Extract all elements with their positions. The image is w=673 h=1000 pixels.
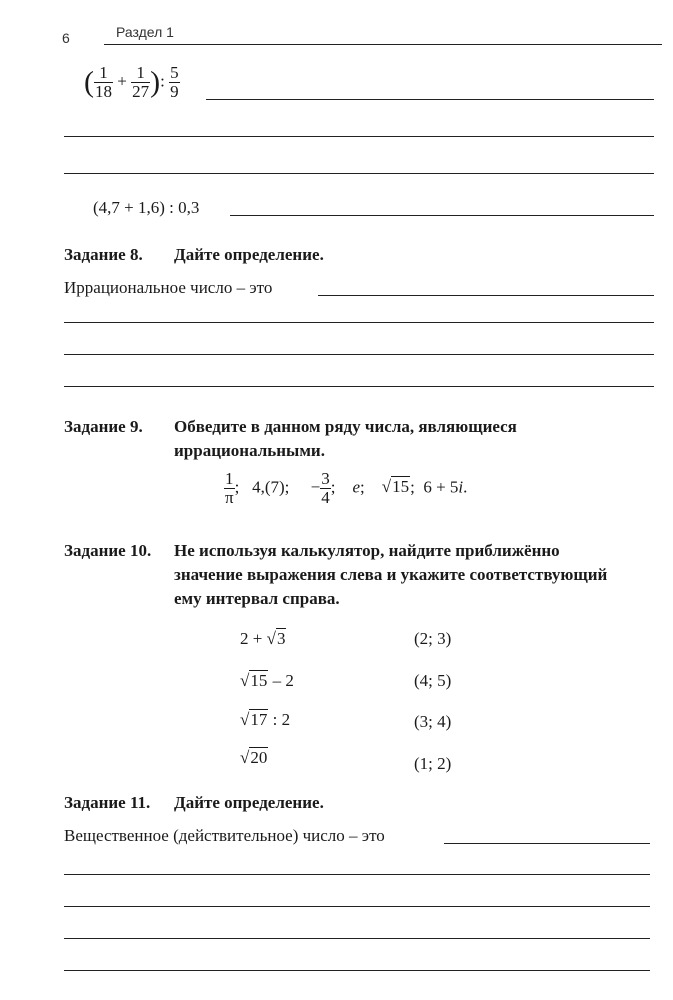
interval: (1; 2) — [414, 754, 452, 773]
division-sign: : — [160, 71, 165, 91]
task-8-label: Задание 8. — [64, 245, 143, 264]
fraction — [169, 64, 180, 101]
expression-suffix: – 2 — [268, 671, 294, 690]
task-9-label: Задание 9. — [64, 417, 143, 436]
task-11-title: Дайте определение. — [174, 793, 324, 812]
task-9-text-line-2: иррациональными. — [174, 441, 325, 460]
denominator: 4 — [321, 487, 330, 507]
numerator: 5 — [170, 63, 179, 82]
fraction — [131, 64, 150, 101]
numerator: 1 — [225, 469, 234, 488]
task-8-prompt: Иррациональное число – это — [64, 278, 273, 297]
separator: ; — [410, 477, 415, 497]
answer-line[interactable] — [64, 874, 650, 875]
separator: ; — [360, 477, 365, 497]
expression-row — [240, 629, 286, 649]
radicand: 15 — [392, 477, 410, 497]
radicand: 3 — [276, 629, 286, 648]
numerator: 1 — [94, 64, 113, 83]
fraction-neg-three-quarters — [320, 470, 331, 507]
numerator: 3 — [321, 469, 330, 488]
complex-number: 6 + 5 — [423, 477, 459, 497]
radicand: 15 — [250, 671, 268, 690]
square-root: √15 — [381, 477, 410, 497]
answer-line[interactable] — [64, 906, 650, 907]
denominator: 9 — [170, 81, 179, 101]
denominator: 27 — [132, 81, 150, 101]
answer-line[interactable] — [64, 970, 650, 971]
task-10-text-line-1: Не используя калькулятор, найдите приближённо — [174, 541, 560, 560]
answer-line[interactable] — [64, 173, 654, 174]
numerator: 1 — [131, 64, 150, 83]
answer-line[interactable] — [64, 938, 650, 939]
answer-line[interactable] — [444, 843, 650, 844]
square-root: √17 — [240, 710, 268, 729]
radicand: 17 — [250, 710, 268, 729]
denominator: 18 — [95, 81, 112, 101]
task-10-text-line-3: ему интервал справа. — [174, 589, 340, 608]
expression-suffix: : 2 — [268, 710, 291, 729]
task-10-label: Задание 10. — [64, 541, 152, 560]
separator: ; — [330, 477, 336, 497]
imaginary-unit: i — [458, 477, 464, 497]
denominator: π — [225, 487, 234, 507]
close-paren: ) — [150, 65, 161, 99]
answer-line[interactable] — [318, 295, 654, 296]
interval: (4; 5) — [414, 671, 452, 690]
repeating-decimal: 4,(7); — [252, 477, 290, 497]
page-number: 6 — [62, 30, 70, 46]
plus-sign: + — [117, 71, 127, 91]
task-11-prompt: Вещественное (действительное) число – это — [64, 826, 385, 845]
open-paren: ( — [84, 65, 94, 99]
task-11-label: Задание 11. — [64, 793, 151, 812]
expression-row — [240, 710, 290, 730]
euler-number: e — [352, 477, 360, 497]
answer-line[interactable] — [64, 386, 654, 387]
answer-line[interactable] — [230, 215, 654, 216]
square-root: √3 — [266, 629, 286, 648]
answer-line[interactable] — [64, 322, 654, 323]
expression-prefix: 2 + — [240, 629, 267, 648]
answer-line[interactable] — [64, 354, 654, 355]
radicand: 20 — [250, 748, 268, 767]
task-9-text-line-1: Обведите в данном ряду числа, являющиеся — [174, 417, 517, 436]
square-root: √20 — [240, 748, 268, 767]
task-8-title: Дайте определение. — [174, 245, 324, 264]
fraction-one-over-pi — [224, 470, 235, 507]
header-rule — [104, 44, 662, 45]
separator: ; — [234, 477, 240, 497]
interval: (2; 3) — [414, 629, 452, 648]
expression-fraction-sum — [84, 64, 180, 101]
answer-line[interactable] — [206, 99, 654, 100]
period: . — [463, 477, 468, 497]
answer-line[interactable] — [64, 136, 654, 137]
task-10-text-line-2: значение выражения слева и укажите соответствующий — [174, 565, 608, 584]
expression-row — [240, 748, 268, 768]
square-root: √15 — [240, 671, 268, 690]
fraction — [94, 64, 113, 101]
interval: (3; 4) — [414, 712, 452, 731]
section-title: Раздел 1 — [116, 24, 174, 40]
number-series — [224, 470, 467, 507]
minus-sign: − — [310, 477, 321, 497]
expression-decimal: (4,7 + 1,6) : 0,3 — [93, 198, 200, 217]
expression-row — [240, 671, 294, 691]
